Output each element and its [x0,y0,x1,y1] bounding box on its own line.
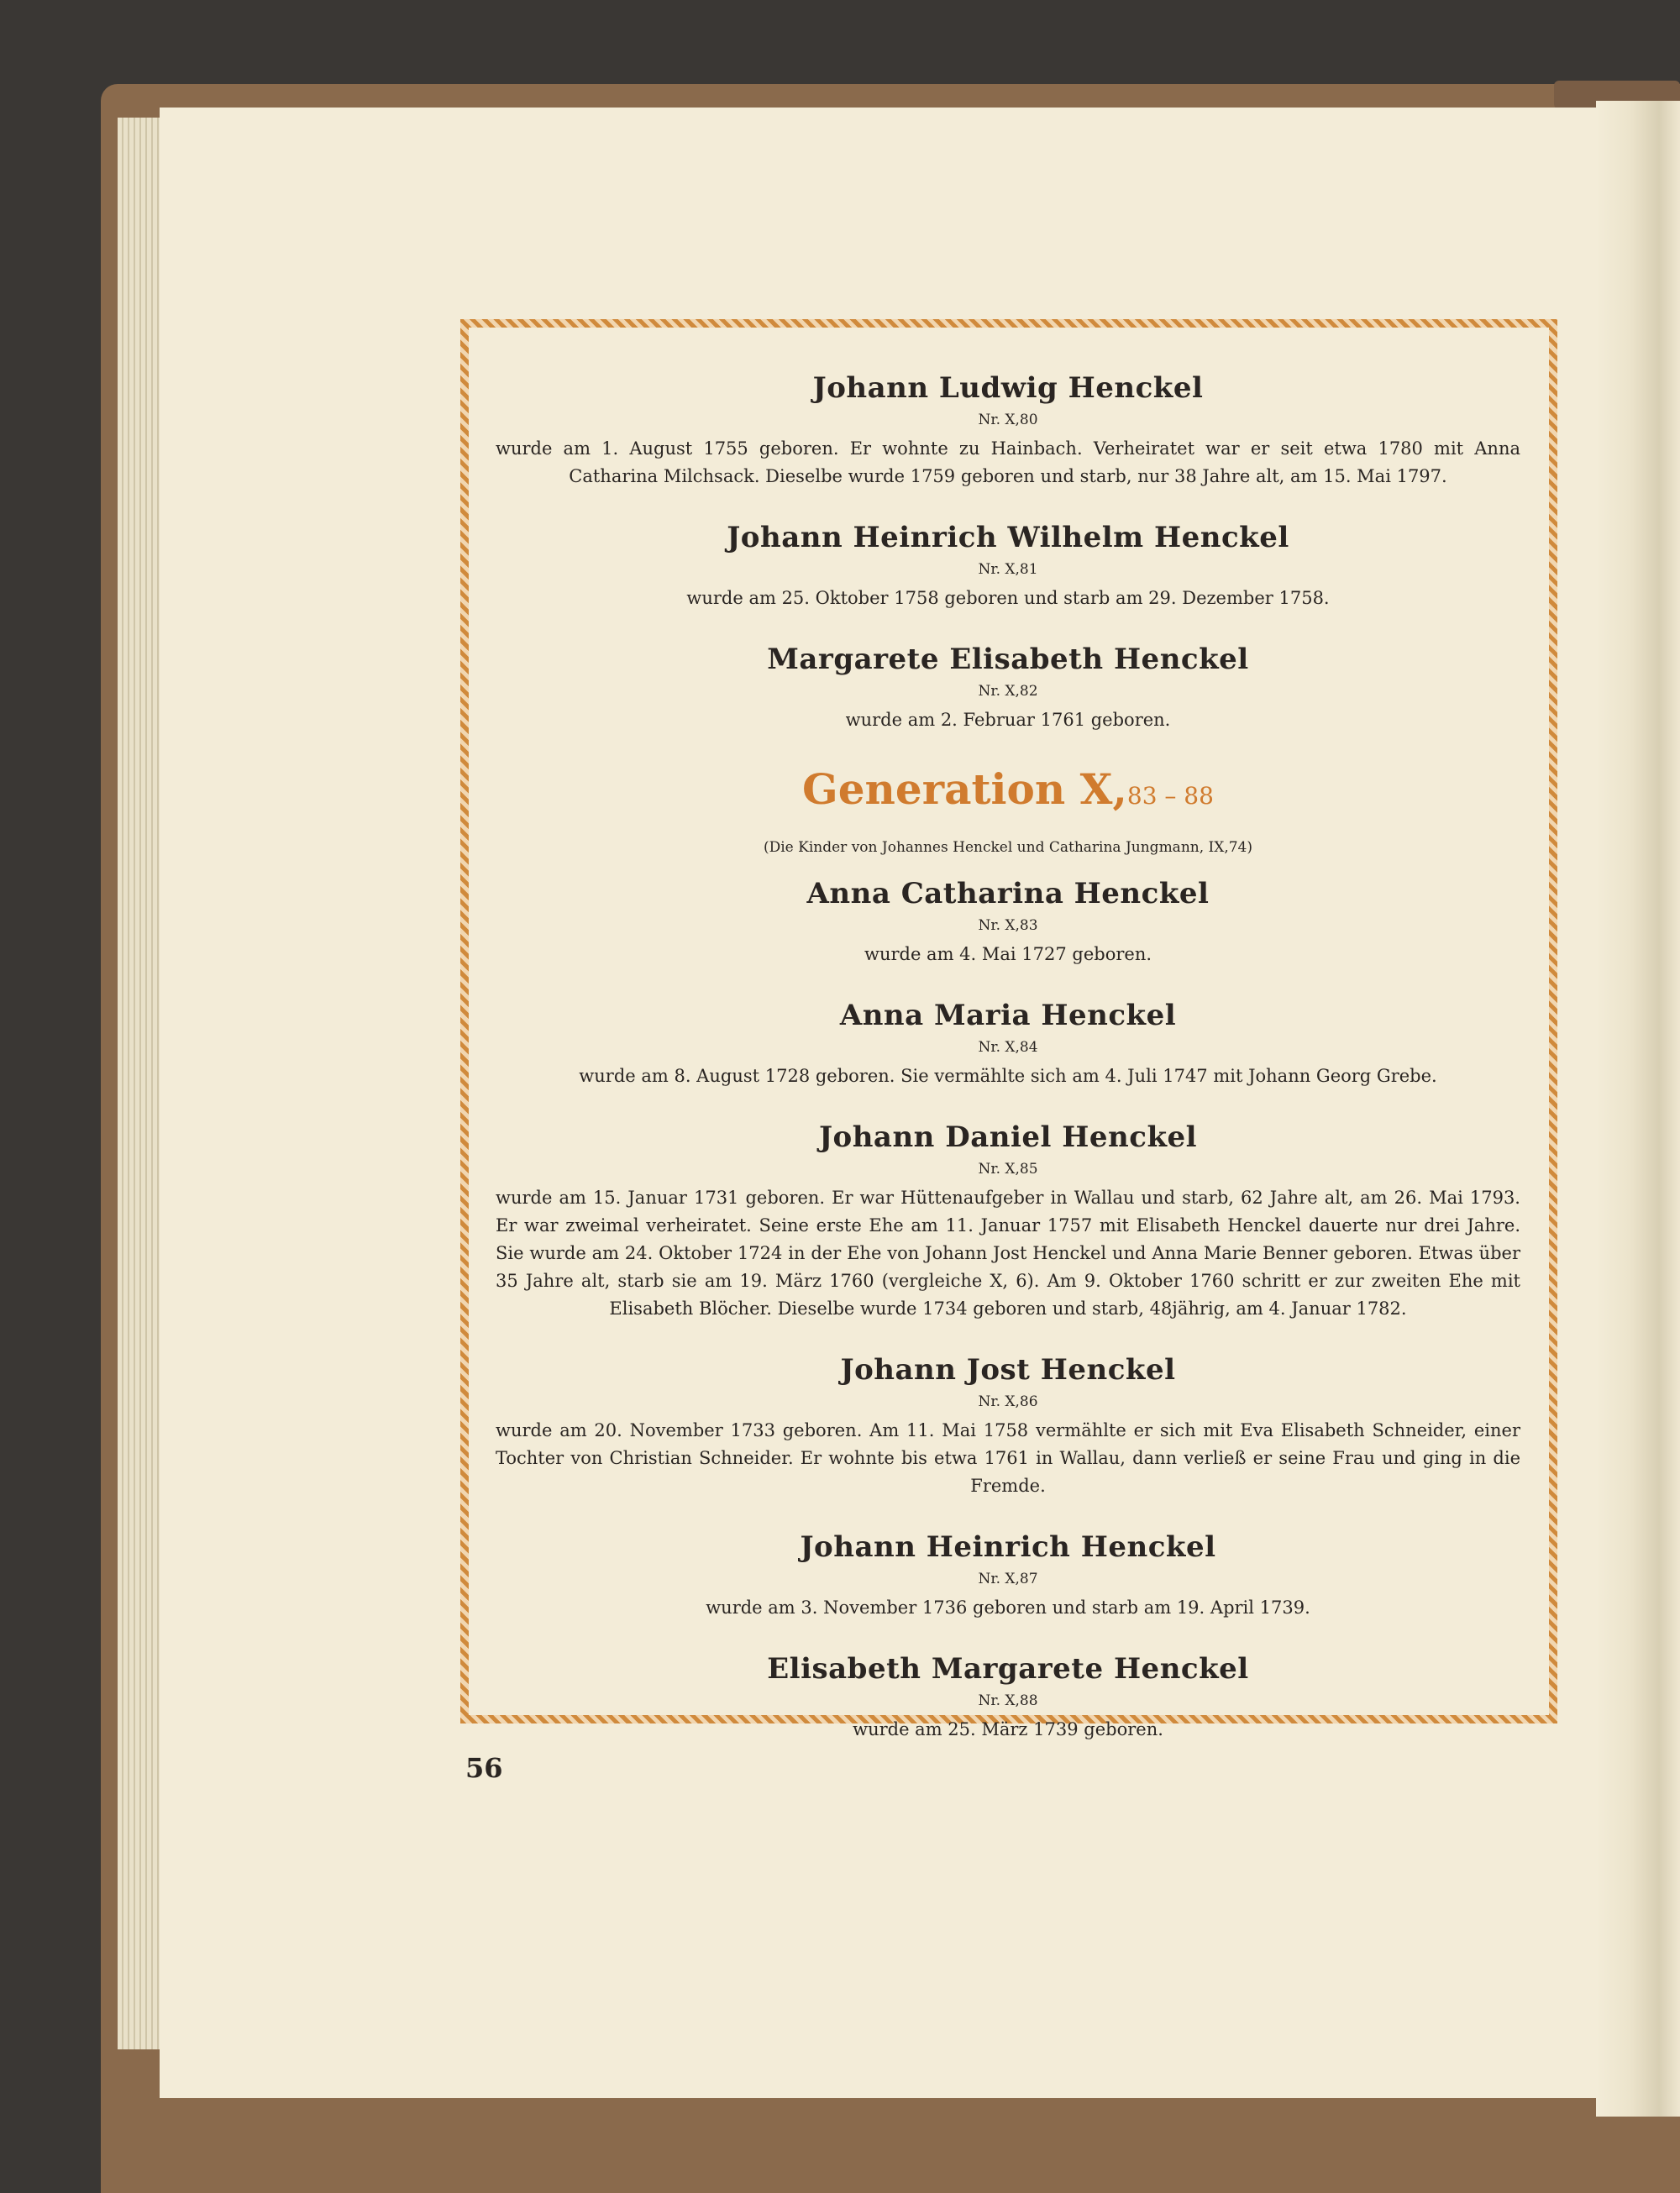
entry-ref: Nr. X,81 [978,561,1038,578]
entry-name: Margarete Elisabeth Henckel [767,643,1249,676]
book-gutter [1596,101,1680,2117]
entry-name: Johann Heinrich Henckel [800,1530,1216,1564]
entry-name: Johann Heinrich Wilhelm Henckel [727,521,1289,554]
entry-x86 [496,1351,1520,1500]
entry-x85 [496,1119,1520,1323]
generation-title: Generation X, [802,764,1127,814]
generation-heading [496,763,1520,823]
entry-name: Johann Jost Henckel [840,1353,1176,1387]
entry-x81 [496,519,1520,612]
entry-ref: Nr. X,88 [978,1692,1038,1709]
entry-text: wurde am 2. Februar 1761 geboren. [845,710,1171,730]
entry-text: wurde am 25. März 1739 geboren. [853,1719,1163,1739]
entry-name: Anna Maria Henckel [839,999,1177,1032]
entry-ref: Nr. X,80 [978,412,1038,428]
entry-x88 [496,1650,1520,1744]
entry-name: Anna Catharina Henckel [806,877,1210,910]
entry-ref: Nr. X,82 [978,683,1038,700]
entry-name: Johann Daniel Henckel [818,1120,1198,1154]
entry-x87 [496,1529,1520,1622]
entry-ref: Nr. X,83 [978,917,1038,934]
entry-text: wurde am 25. Oktober 1758 geboren und starb am 29. Dezember 1758. [686,588,1330,608]
entry-ref: Nr. X,85 [978,1161,1038,1178]
entry-text: wurde am 3. November 1736 geboren und starb am 19. April 1739. [706,1598,1310,1618]
entry-text: wurde am 8. August 1728 geboren. Sie vermählte sich am 4. Juli 1747 mit Johann Georg Grebe. [579,1066,1437,1086]
entry-text: wurde am 15. Januar 1731 geboren. Er war Hüttenaufgeber in Wallau und starb, 62 Jahre alt, am 26. Mai 1793. Er war zweimal verheiratet. Seine erste Ehe am 11. Januar 1757 mit Elisabeth Henckel dauerte nur drei Jahre. Sie wurde am 24. Oktober 1724 in der Ehe von Johann Jost Henckel und Anna Marie Benner geboren. Etwas über 35 Jahre alt, starb sie am 19. März 1760 (vergleiche X, 6). Am 9. Oktober 1760 schritt er zur zweiten Ehe mit Elisabeth Blöcher. Dieselbe wurde 1734 geboren und starb, 48jährig, am 4. Januar 1782. [496,1188,1520,1319]
entry-name: Johann Ludwig Henckel [812,371,1204,405]
entry-x83 [496,875,1520,968]
entry-x82 [496,641,1520,734]
entry-ref: Nr. X,87 [978,1571,1038,1587]
entry-text: wurde am 20. November 1733 geboren. Am 11. Mai 1758 vermählte er sich mit Eva Elisabeth Schneider, einer Tochter von Christian Schneider. Er wohnte bis etwa 1761 in Wallau, dann verließ er seine Frau und ging in die Fremde. [496,1420,1520,1496]
entry-x84 [496,997,1520,1090]
entry-text: wurde am 4. Mai 1727 geboren. [864,944,1152,964]
page-number: 56 [465,1752,503,1784]
page-content [496,370,1520,1772]
generation-range: 83 – 88 [1126,782,1214,810]
entry-name: Elisabeth Margarete Henckel [767,1652,1249,1686]
entry-ref: Nr. X,84 [978,1039,1038,1056]
entry-text: wurde am 1. August 1755 geboren. Er wohnte zu Hainbach. Verheiratet war er seit etwa 1780 mit Anna Catharina Milchsack. Dieselbe wurde 1759 geboren und starb, nur 38 Jahre alt, am 15. Mai 1797. [496,438,1520,486]
generation-note: (Die Kinder von Johannes Henckel und Catharina Jungmann, IX,74) [763,839,1253,856]
entry-ref: Nr. X,86 [978,1393,1038,1410]
entry-x80 [496,370,1520,491]
